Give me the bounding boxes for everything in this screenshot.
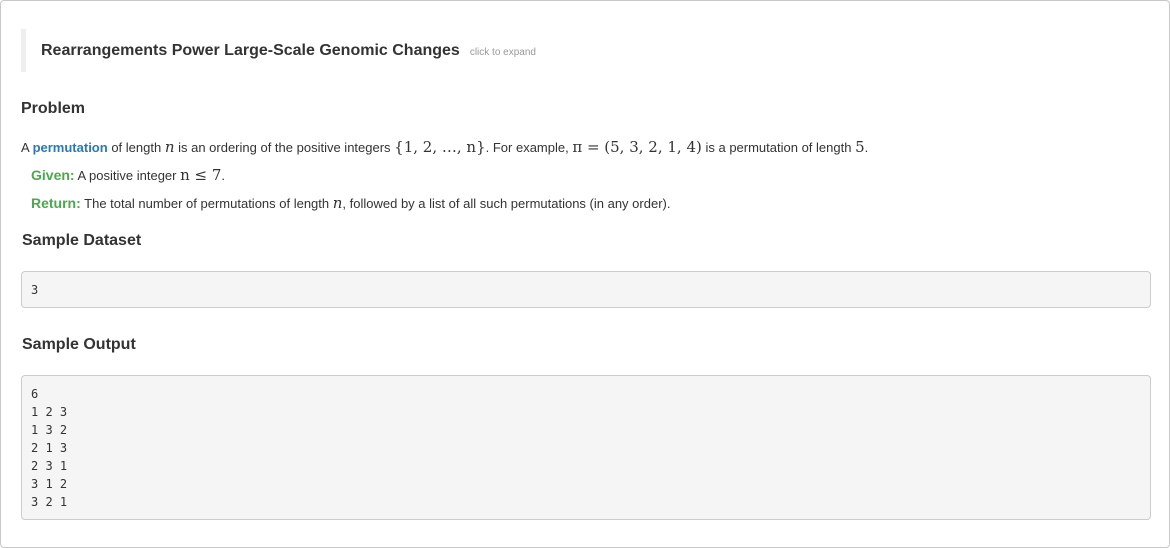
example-length: 5 <box>855 138 865 156</box>
dataset-line: 3 <box>31 283 39 297</box>
intro-text-c: is an ordering of the positive integers <box>174 140 395 155</box>
return-label: Return: <box>31 195 81 211</box>
output-line: 1 2 3 <box>31 405 68 419</box>
intro-text-e: is a permutation of length <box>701 140 856 155</box>
output-line: 6 <box>31 387 39 401</box>
output-line: 2 1 3 <box>31 441 68 455</box>
return-text-a: The total number of permutations of length <box>80 196 333 211</box>
output-line: 3 2 1 <box>31 495 68 509</box>
banner-title: Rearrangements Power Large-Scale Genomic Changes <box>41 41 460 59</box>
problem-heading: Problem <box>21 100 86 117</box>
return-text-b: , followed by a list of all such permutations (in any order). <box>342 196 671 211</box>
var-n: n <box>164 138 175 156</box>
output-line: 2 3 1 <box>31 459 68 473</box>
return-line <box>31 194 670 213</box>
example-expression: π = (5, 3, 2, 1, 4) <box>572 138 702 156</box>
set-expression: {1, 2, …, n} <box>394 138 486 156</box>
given-expression: n ≤ 7 <box>180 166 222 184</box>
intro-text-b: of length <box>107 140 165 155</box>
sample-output-heading: Sample Output <box>22 336 136 353</box>
permutation-link[interactable]: permutation <box>32 140 108 155</box>
given-text: A positive integer <box>74 168 181 183</box>
section-banner[interactable] <box>21 29 1149 72</box>
expand-hint[interactable]: click to expand <box>469 47 536 58</box>
sample-output-box[interactable] <box>21 375 1151 520</box>
sample-dataset-box[interactable] <box>21 271 1151 308</box>
intro-text-f: . <box>864 140 869 155</box>
given-line <box>31 166 225 185</box>
problem-intro <box>21 138 868 157</box>
output-line: 1 3 2 <box>31 423 68 437</box>
output-line: 3 1 2 <box>31 477 68 491</box>
intro-text-d: . For example, <box>485 140 573 155</box>
sample-dataset-heading: Sample Dataset <box>22 232 142 249</box>
given-end: . <box>221 168 226 183</box>
given-label: Given: <box>31 167 75 183</box>
return-var-n: n <box>332 194 343 212</box>
intro-text-a: A <box>21 140 33 155</box>
